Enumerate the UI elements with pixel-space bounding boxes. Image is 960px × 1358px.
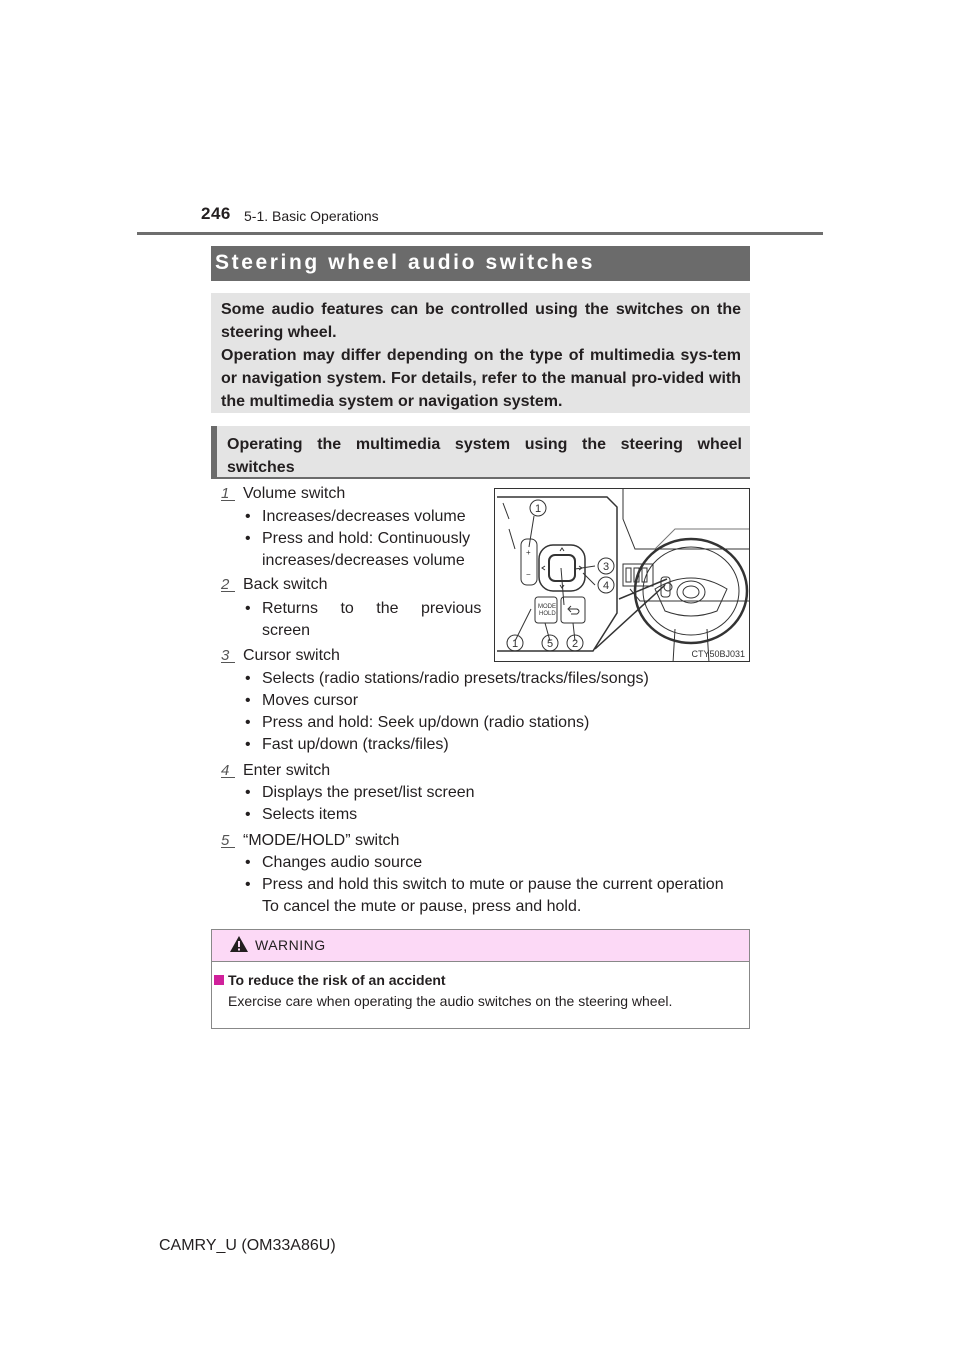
callout-5: 5 [546, 638, 554, 650]
page-title: Steering wheel audio switches [215, 251, 595, 274]
svg-text:HOLD: HOLD [539, 611, 556, 617]
steering-wheel-diagram [495, 489, 750, 662]
steering-switch-illustration [494, 488, 750, 662]
item-title-volume: Volume switch [243, 485, 346, 502]
item-number-5: 5 [221, 832, 235, 849]
svg-text:+: + [526, 548, 531, 557]
footer-model-code: CAMRY_U (OM33A86U) [159, 1237, 336, 1254]
item-number-2: 2 [221, 576, 235, 593]
item-title-back: Back switch [243, 576, 328, 593]
item-title-cursor: Cursor switch [243, 647, 340, 664]
section-title: 5-1. Basic Operations [244, 208, 379, 224]
intro-text-1: Some audio features can be controlled using the switches on the steering wheel. [221, 301, 741, 341]
item-number-4: 4 [221, 762, 235, 779]
subheading: Operating the multimedia system using the steering wheel switches [227, 436, 742, 476]
warning-triangle-icon [229, 935, 249, 953]
header-divider [137, 232, 823, 235]
item-title-enter: Enter switch [243, 762, 331, 779]
item-number-1: 1 [221, 485, 235, 502]
item-number-3: 3 [221, 647, 235, 664]
svg-text:MODE: MODE [538, 604, 556, 610]
warning-header [212, 930, 749, 962]
warning-box [211, 929, 750, 1029]
warning-body: Exercise care when operating the audio switches on the steering wheel. [228, 993, 673, 1009]
page-title-bar [211, 246, 750, 281]
callout-2: 2 [571, 638, 579, 650]
item-title-mode-hold: “MODE/HOLD” switch [243, 832, 400, 849]
callout-1: 1 [534, 503, 542, 515]
intro-box [211, 293, 750, 413]
callout-4: 4 [602, 580, 610, 592]
intro-text-2: Operation may differ depending on the type of multimedia sys-tem or navigation system. For details, refer to the manual pro-vided with the multimedia system or navigation system. [221, 347, 741, 410]
svg-text:−: − [526, 570, 531, 579]
callout-1b: 1 [511, 638, 519, 650]
square-bullet-icon [214, 975, 224, 985]
figure-code: CTY50BJ031 [691, 649, 745, 659]
warning-label: WARNING [255, 937, 326, 953]
page-number: 246 [201, 204, 231, 223]
callout-3: 3 [602, 561, 610, 573]
subheading-box [211, 426, 750, 479]
warning-subtitle: To reduce the risk of an accident [228, 972, 446, 988]
